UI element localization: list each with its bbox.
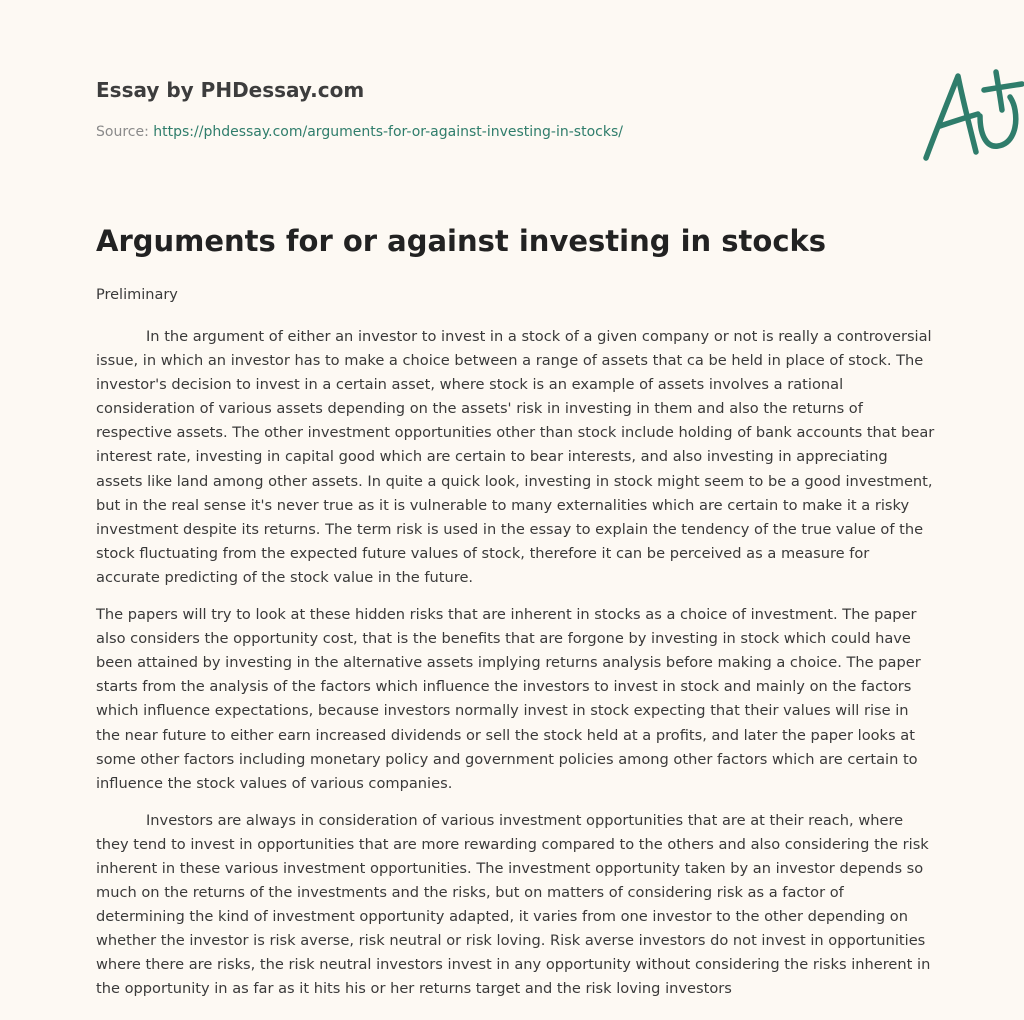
paragraph: Investors are always in consideration of various investment opportunities that are at their reach, where they tend to invest in opportunities that are more rewarding compared to the others and also considering the risk inherent in these various investment opportunities. The investment opportunity taken by an investor depends so much on the returns of the investments and the risks, but on matters of considering risk as a factor of determining the kind of investment opportunity adapted, it varies from one investor to the other depending on whether the investor is risk averse, risk neutral or risk loving. Risk averse investors do not invest in opportunities where there are risks, the risk neutral investors invest in any opportunity without considering the risks inherent in the opportunity in as far as it hits his or her returns target and the risk loving investors [96,811,931,998]
paragraph: In the argument of either an investor to invest in a stock of a given company or not is really a controversial issue, in which an investor has to make a choice between a range of assets that ca be held in place of stock. The investor's decision to invest in a certain asset, where stock is an example of assets involves a rational consideration of various assets depending on the assets' risk in investing in them and also the returns of respective assets. The other investment opportunities other than stock include holding of bank accounts that bear interest rate, investing in capital good which are certain to bear interests, and also investing in appreciating assets like land among other assets. In quite a quick look, investing in stock might seem to be a good investment, but in the real sense it's never true as it is vulnerable to many externalities which are certain to make it a risky investment despite its returns. The term risk is used in the essay to explain the tendency of the true value of the stock fluctuating from the expected future values of stock, therefore it can be perceived as a measure for accurate predicting of the stock value in the future. [96,328,935,586]
source-line [96,124,623,140]
source-link[interactable]: https://phdessay.com/arguments-for-or-against-investing-in-stocks/ [153,124,623,140]
section-subheading: Preliminary [96,287,178,303]
essay-body [96,325,936,1015]
essay-title: Arguments for or against investing in stocks [96,224,827,258]
a-plus-logo-icon [918,66,1024,166]
source-label: Source: [96,124,154,140]
brand-title: Essay by PHDessay.com [96,78,365,102]
paragraph: The papers will try to look at these hidden risks that are inherent in stocks as a choice of investment. The paper also considers the opportunity cost, that is the benefits that are forgone by investing in stock which could have been attained by investing in the alternative assets implying returns analysis before making a choice. The paper starts from the analysis of the factors which influence the investors to invest in stock and mainly on the factors which influence expectations, because investors normally invest in stock expecting that their values will rise in the near future to either earn increased dividends or sell the stock held at a profits, and later the paper looks at some other factors including monetary policy and government policies among other factors which are certain to influence the stock values of various companies. [96,606,921,792]
